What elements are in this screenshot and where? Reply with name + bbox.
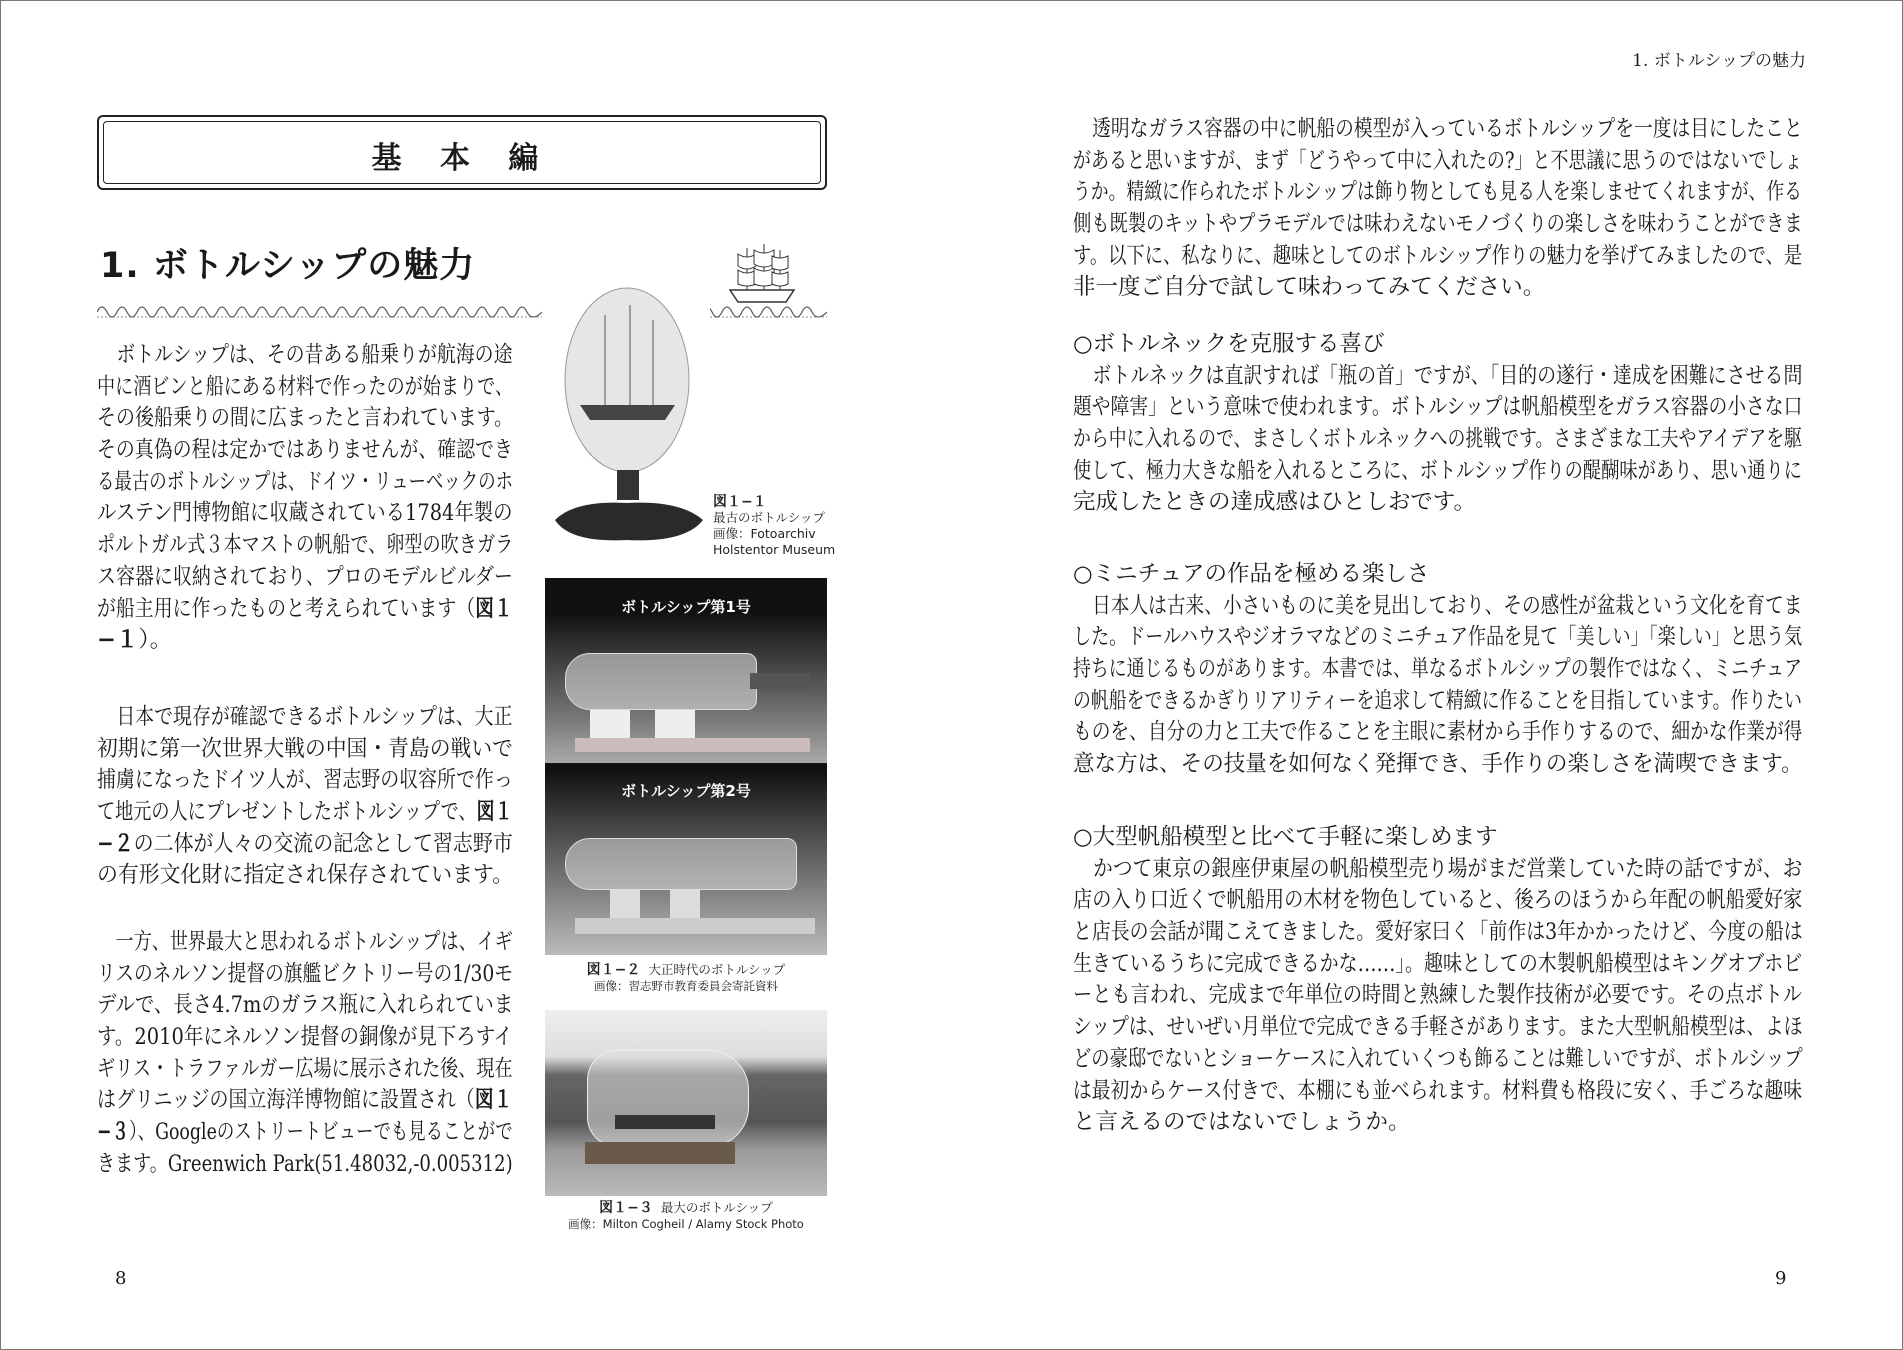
text-line: うか。精緻に作られたボトルシップは飾り物としても見る人を楽しませてくれますが、作る [1073,179,1802,206]
text-line: る最古のボトルシップは、ドイツ・リューベックのホ [97,468,514,495]
text-line: 日本人は古来、小さいものに美を見出しており、その感性が盆栽という文化を育てま [1092,592,1803,619]
figure-1-2-label-1: ボトルシップ第1号 [621,598,751,616]
text-line: 中に酒ビンと船にある材料で作ったのが始まりで、 [97,373,513,400]
text-line: は最初からケース付きで、本棚にも並べられます。材料費も格段に安く、手ごろな趣味 [1073,1077,1803,1104]
text-line: リスのネルソン提督の旗艦ビクトリー号の1/30モ [97,960,513,987]
text-line: ギリス・トラファルガー広場に展示された後、現在 [97,1055,513,1082]
wave-ornament-left [97,298,542,320]
text-line: 題や障害」という意味で使われます。ボトルシップは帆船模型をガラス容器の小さな口 [1073,394,1803,421]
text-line: から中に入れるので、まさしくボトルネックへの挑戦です。さまざまな工夫やアイデアを駆 [1073,426,1802,453]
text-line: 一方、世界最大と思われるボトルシップは、イギ [115,929,513,955]
figure-1-2-title: 大正時代のボトルシップ [648,962,786,977]
figure-1-2-caption [545,962,827,994]
text-line: が船主用に作ったものと考えられています（図１ [97,595,513,622]
text-line: 透明なガラス容器の中に帆船の模型が入っているボトルシップを一度は目にしたこと [1092,116,1803,142]
figure-1-3-title: 最大のボトルシップ [660,1200,773,1215]
left-paragraph-1 [97,340,515,657]
text-line: の帆船をできるかぎりリアリティーを追求して精緻に作ることを目指しています。作りたい [1073,687,1802,714]
text-line: −３）、Googleのストリートビューでも見ることがで [97,1119,513,1146]
text-line: 非一度ご自分で試して味わってみてください。 [1073,274,1546,301]
text-line: シップは、せいぜい月単位で完成できる手軽さがあります。また大型帆船模型は、よほ [1073,1014,1803,1041]
figure-1-2-number: 図１−２ [586,962,641,978]
figure-reference: 図１ [476,799,513,826]
text-line: て地元の人にプレゼントしたボトルシップで、図１ [97,799,513,826]
text-line: その後船乗りの間に広まったと言われています。 [97,405,514,432]
section-miniature [1073,559,1806,781]
figure-reference: −１ [97,627,139,654]
text-line: かつて東京の銀座伊東屋の帆船模型売り場がまだ営業していた時の話ですが、お [1093,855,1803,882]
figure-1-2-credit: 画像：習志野市教育委員会寄託資料 [594,979,778,993]
text-line: はグリニッジの国立海洋博物館に設置され（図１ [97,1087,513,1114]
text-line: 持ちに通じるものがあります。本書では、単なるボトルシップの製作ではなく、ミニチュア [1073,656,1803,683]
page-number-left: 8 [115,1268,127,1289]
intro-paragraph [1073,114,1806,304]
text-line: 側も既製のキットやプラモデルでは味わえないモノづくりの楽しさを味わうことができま [1073,211,1803,238]
text-line: す。以下に、私なりに、趣味としてのボトルシップ作りの魅力を挙げてみましたので、是 [1073,242,1803,269]
text-line: した。ドールハウスやジオラマなどのミニチュア作品を見て「美しい」「楽しい」と思う気 [1073,624,1803,651]
text-line: があると思いますが、まず「どうやって中に入れたの?」と不思議に思うのではないでしょ [1073,147,1803,174]
figure-reference: 図１ [474,1087,513,1114]
text-line: と言えるのではないでしょうか。 [1073,1109,1411,1136]
figure-1-1-number: 図１−１ [713,494,767,510]
figure-1-1-caption [713,494,835,558]
left-paragraph-2 [97,702,515,892]
figure-1-3-number: 図１−３ [599,1200,653,1216]
section-heading: ○大型帆船模型と比べて手軽に楽しめます [1073,824,1498,850]
text-line: ス容器に収納されており、プロのモデルビルダー [97,563,513,590]
figure-1-1-title: 最古のボトルシップ [713,510,825,525]
figure-1-2-label-2: ボトルシップ第2号 [621,782,751,800]
text-line: 意な方は、その技量を如何なく発揮でき、手作りの楽しさを満喫できます。 [1073,751,1803,778]
text-line: の有形文化財に指定され保存されています。 [97,862,514,889]
figure-reference: −２ [97,830,134,857]
section-heading: ○ミニチュアの作品を極める楽しさ [1073,561,1430,587]
chapter-title: 1. ボトルシップの魅力 [100,246,476,286]
section-bottleneck [1073,329,1806,519]
figure-1-3-image [545,1010,827,1196]
text-line: 捕虜になったドイツ人が、習志野の収容所で作っ [97,767,513,794]
section-title-box [97,115,827,190]
figure-1-3-caption [545,1200,827,1232]
text-line: 店の入り口近くで帆船用の木材を物色していると、後ろのほうから年配の帆船愛好家 [1073,887,1803,914]
text-line: す。2010年にネルソン提督の銅像が見下ろすイ [97,1024,513,1051]
text-line: デルで、長さ4.7mのガラス瓶に入れられていま [97,992,514,1019]
text-line: 完成したときの達成感はひとしおです。 [1073,489,1476,516]
section-heading: ○ボトルネックを克服する喜び [1073,331,1385,357]
text-line: ルステン門博物館に収蔵されている1784年製の [97,500,513,527]
text-line: その真偽の程は定かではありませんが、確認でき [97,437,513,464]
text-line: きます。Greenwich Park(51.48032,-0.005312) [97,1150,513,1177]
text-line: 生きているうちに完成できるかな……」。趣味としての木製帆船模型はキングオブホビ [1073,950,1803,977]
figure-1-1-credit: 画像：Fotoarchiv [713,526,816,541]
text-line: −１）。 [97,627,173,654]
left-paragraph-3 [97,927,515,1181]
text-line: ボトルネックは直訳すれば「瓶の首」ですが、「目的の遂行・達成を困難にさせる問 [1092,362,1803,389]
figure-reference: −３ [97,1119,129,1146]
figure-1-1-image [545,285,710,547]
text-line: どの豪邸でないとショーケースに入れていくつも飾ることは難しいですが、ボトルシップ [1073,1045,1803,1072]
text-line: ボトルシップは、その昔ある船乗りが航海の途 [116,342,513,368]
text-line: 日本で現存が確認できるボトルシップは、大正 [116,704,513,730]
text-line: 初期に第一次世界大戦の中国・青島の戦いで [97,735,513,762]
text-line: ものを、自分の力と工夫で作ることを主眼に素材から手作りするので、細かな作業が得 [1073,719,1803,746]
text-line: −２の二体が人々の交流の記念として習志野市 [97,830,513,857]
text-line: ポルトガル式３本マストの帆船で、卵型の吹きガラ [97,532,514,559]
figure-reference: 図１ [475,595,513,622]
figure-1-2-image [545,578,827,955]
section-casual-hobby [1073,822,1806,1139]
figure-1-3-credit: 画像：Milton Cogheil / Alamy Stock Photo [568,1217,804,1231]
text-line: と店長の会話が聞こえてきました。愛好家曰く「前作は3年かかったけど、今度の船は [1073,919,1803,946]
text-line: 使して、極力大きな船を入れるところに、ボトルシップ作りの醍醐味があり、思い通りに [1073,457,1802,484]
sailing-ship-icon [722,240,802,310]
text-line: ーとも言われ、完成まで年単位の時間と熟練した製作技術が必要です。その点ボトル [1073,982,1802,1009]
section-title: 基 本 編 [371,141,553,176]
running-header: 1. ボトルシップの魅力 [1632,51,1806,71]
figure-1-1-credit-2: Holstentor Museum [713,542,836,557]
page-number-right: 9 [1775,1268,1787,1289]
